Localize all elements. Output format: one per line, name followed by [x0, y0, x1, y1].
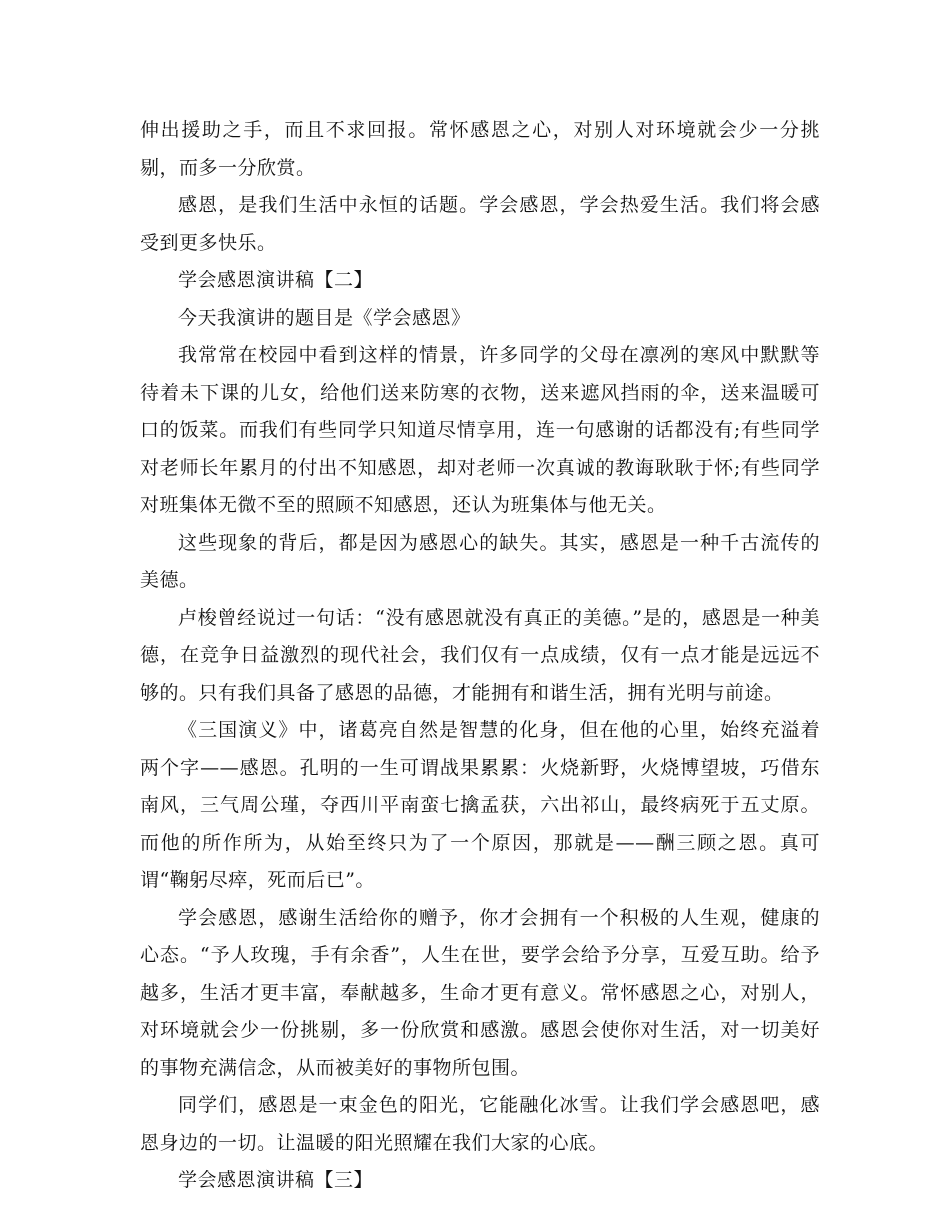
- paragraph-learn-gratitude: 学会感恩，感谢生活给你的赠予，你才会拥有一个积极的人生观，健康的心态。“予人玫瑰，手有余香”，人生在世，要学会给予分享，互爱互助。给予越多，生活才更丰富，奉献越多，生命才更有意义。常怀感恩之心，对别人，对环境就会少一份挑剔，多一份欣赏和感激。感恩会使你对生活，对一切美好的事物充满信念，从而被美好的事物所包围。: [140, 906, 820, 1079]
- paragraph-campus-scene: 我常常在校园中看到这样的情景，许多同学的父母在凛冽的寒风中默默等待着未下课的儿女，给他们送来防寒的衣物，送来遮风挡雨的伞，送来温暖可口的饭菜。而我们有些同学只知道尽情享用，连一句感谢的话都没有;有些同学对老师长年累月的付出不知感恩，却对老师一次真诚的教诲耿耿于怀;有些同学对班集体无微不至的照顾不知感恩，还认为班集体与他无关。: [140, 344, 820, 516]
- speech-title-line: 今天我演讲的题目是《学会感恩》: [178, 306, 471, 329]
- paragraph-three-kingdoms: 《三国演义》中，诸葛亮自然是智慧的化身，但在他的心里，始终充溢着两个字——感恩。孔明的一生可谓战果累累：火烧新野，火烧博望坡，巧借东南风，三气周公瑾，夺西川平南蛮七擒孟获，六出祁山，最终病死于五丈原。而他的所作所为，从始至终只为了一个原因，那就是——酬三顾之恩。真可谓“鞠躬尽瘁，死而后已”。: [140, 719, 820, 891]
- paragraph-closing: 同学们，感恩是一束金色的阳光，它能融化冰雪。让我们学会感恩吧，感恩身边的一切。让温暖的阳光照耀在我们大家的心底。: [140, 1094, 820, 1154]
- section-heading-2: 学会感恩演讲稿【二】: [178, 269, 374, 291]
- paragraph-rousseau-quote: 卢梭曾经说过一句话：“没有感恩就没有真正的美德。”是的，感恩是一种美德，在竞争日益激烈的现代社会，我们仅有一点成绩，仅有一点才能是远远不够的。只有我们具备了感恩的品德，才能拥有和谐生活，拥有光明与前途。: [140, 606, 820, 704]
- paragraph-2: 感恩，是我们生活中永恒的话题。学会感恩，学会热爱生活。我们将会感受到更多快乐。: [140, 194, 820, 254]
- paragraph-gratitude-missing: 这些现象的背后，都是因为感恩心的缺失。其实，感恩是一种千古流传的美德。: [140, 531, 820, 591]
- section-heading-3: 学会感恩演讲稿【三】: [178, 1169, 374, 1191]
- document-page: [140, 112, 820, 1200]
- paragraph-1: 伸出援助之手，而且不求回报。常怀感恩之心，对别人对环境就会少一分挑剔，而多一分欣赏。: [140, 119, 820, 179]
